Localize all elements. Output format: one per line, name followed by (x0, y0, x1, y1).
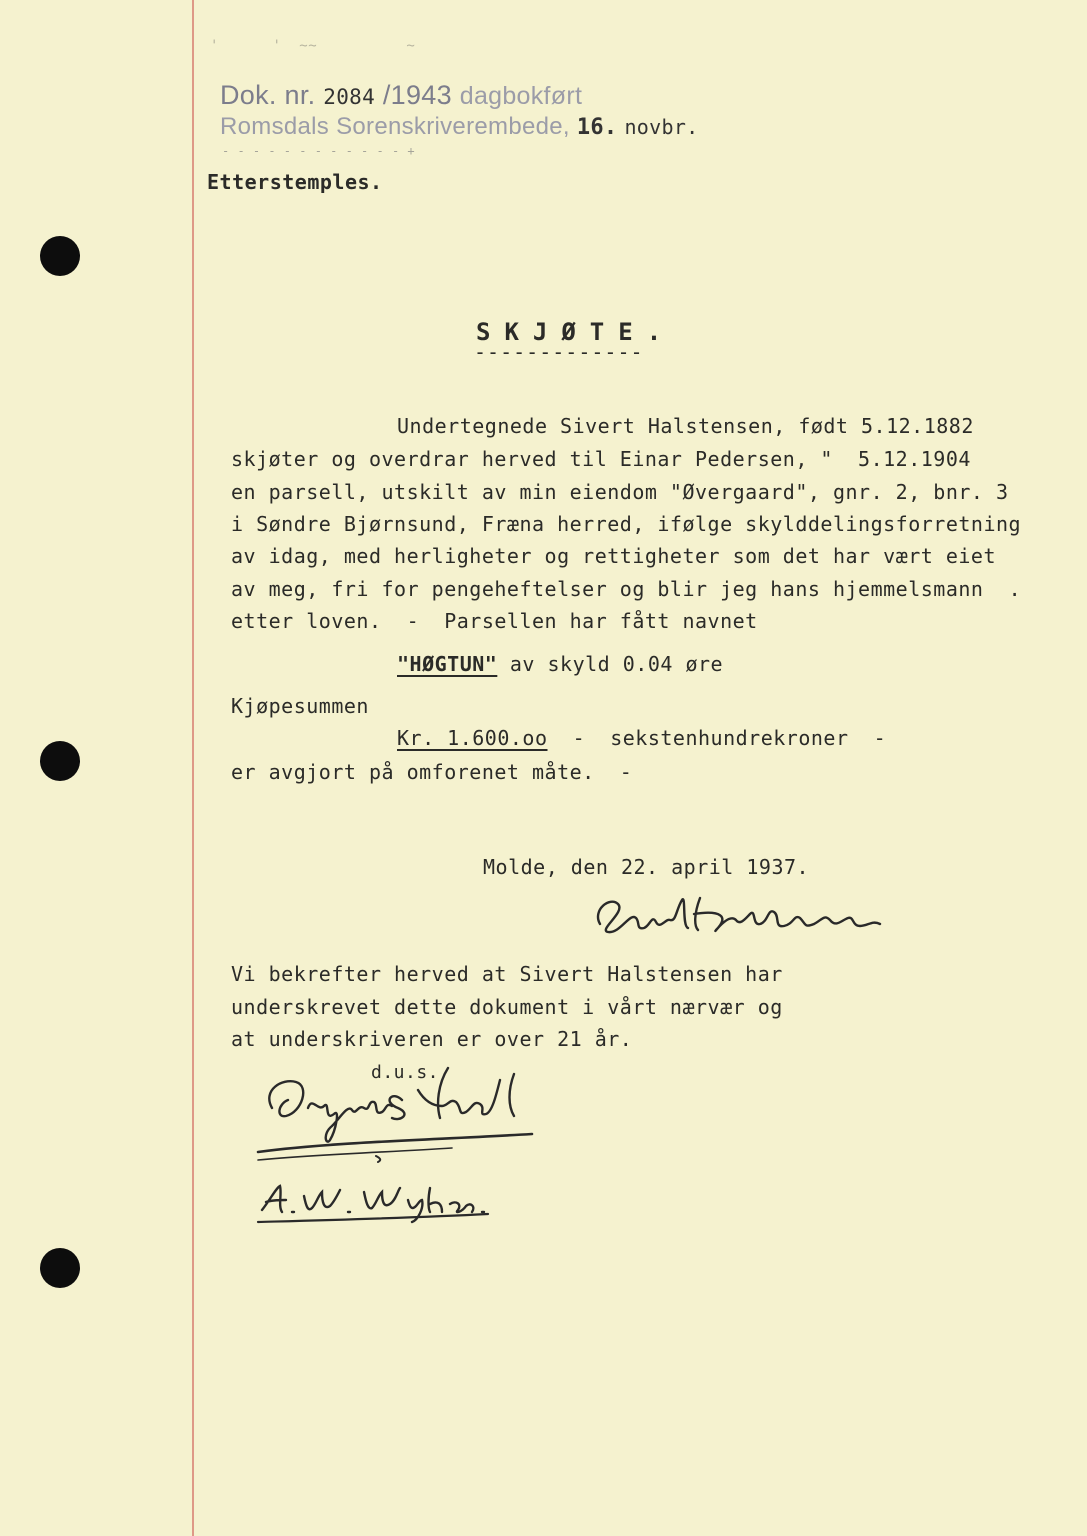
purchase-sum-label: Kjøpesummen (231, 694, 369, 718)
punch-hole-top (40, 236, 80, 276)
stamp-dok-number: 2084 (323, 85, 376, 109)
title-underline: ------------- (474, 340, 644, 364)
body-line-2: skjøter og overdrar herved til Einar Pedersen, " 5.12.1904 (231, 447, 971, 471)
witness1-signature (252, 1060, 542, 1170)
amount-words: - sekstenhundrekroner - (547, 726, 887, 750)
seller-signature (590, 890, 890, 940)
top-smudge: ' ' ~~ ~ (210, 38, 416, 54)
property-name: "HØGTUN" (397, 652, 498, 676)
stamp-dok-label: Dok. nr. (220, 80, 316, 110)
margin-rule (192, 0, 194, 1536)
body-line-1: Undertegnede Sivert Halstensen, født 5.12.1882 (397, 414, 974, 438)
amount-value: Kr. 1.600.oo (397, 726, 548, 750)
stamp-office-line (220, 113, 699, 141)
stamp-month: novbr. (624, 115, 699, 139)
stamp-dots: - - - - - - - - - - - - + (222, 144, 416, 158)
body-line-6 (231, 577, 1021, 601)
stamp-day: 16. (576, 115, 618, 140)
witness-line-3: at underskriveren er over 21 år. (231, 1027, 633, 1051)
witness2-signature (252, 1178, 502, 1228)
property-rest: av skyld 0.04 øre (497, 652, 724, 676)
witness-line-1: Vi bekrefter herved at Sivert Halstensen har (231, 962, 783, 986)
etterstemples-note: Etterstemples. (207, 170, 383, 194)
body-line-7: etter loven. - Parsellen har fått navnet (231, 609, 758, 633)
dus-note: d.u.s. (371, 1062, 440, 1083)
amount-line (397, 726, 886, 750)
property-line (397, 652, 723, 676)
stamp-dagbokfort: dagbokført (459, 82, 583, 110)
witness-line-2: underskrevet dette dokument i vårt nærvær og (231, 995, 783, 1019)
body-line-3: en parsell, utskilt av min eiendom "Øvergaard", gnr. 2, bnr. 3 (231, 480, 1009, 504)
document-title: SKJØTE. (476, 318, 676, 346)
punch-hole-bottom (40, 1248, 80, 1288)
stamp-office: Romsdals Sorenskriverembede, (220, 113, 570, 140)
body-line-5: av idag, med herligheter og rettigheter som det har vært eiet (231, 544, 997, 568)
stamp-year: /1943 (382, 80, 452, 110)
agreed-line: er avgjort på omforenet måte. - (231, 760, 633, 784)
body-line-6-text: av meg, fri for pengeheftelser og blir jeg hans hjemmelsmann (231, 577, 984, 601)
punch-hole-middle (40, 741, 80, 781)
body-line-6-end: . (1008, 577, 1022, 601)
body-line-4: i Søndre Bjørnsund, Fræna herred, ifølge skylddelingsforretning (231, 512, 1022, 536)
stamp-dok-line (220, 80, 582, 111)
place-date: Molde, den 22. april 1937. (483, 855, 810, 879)
